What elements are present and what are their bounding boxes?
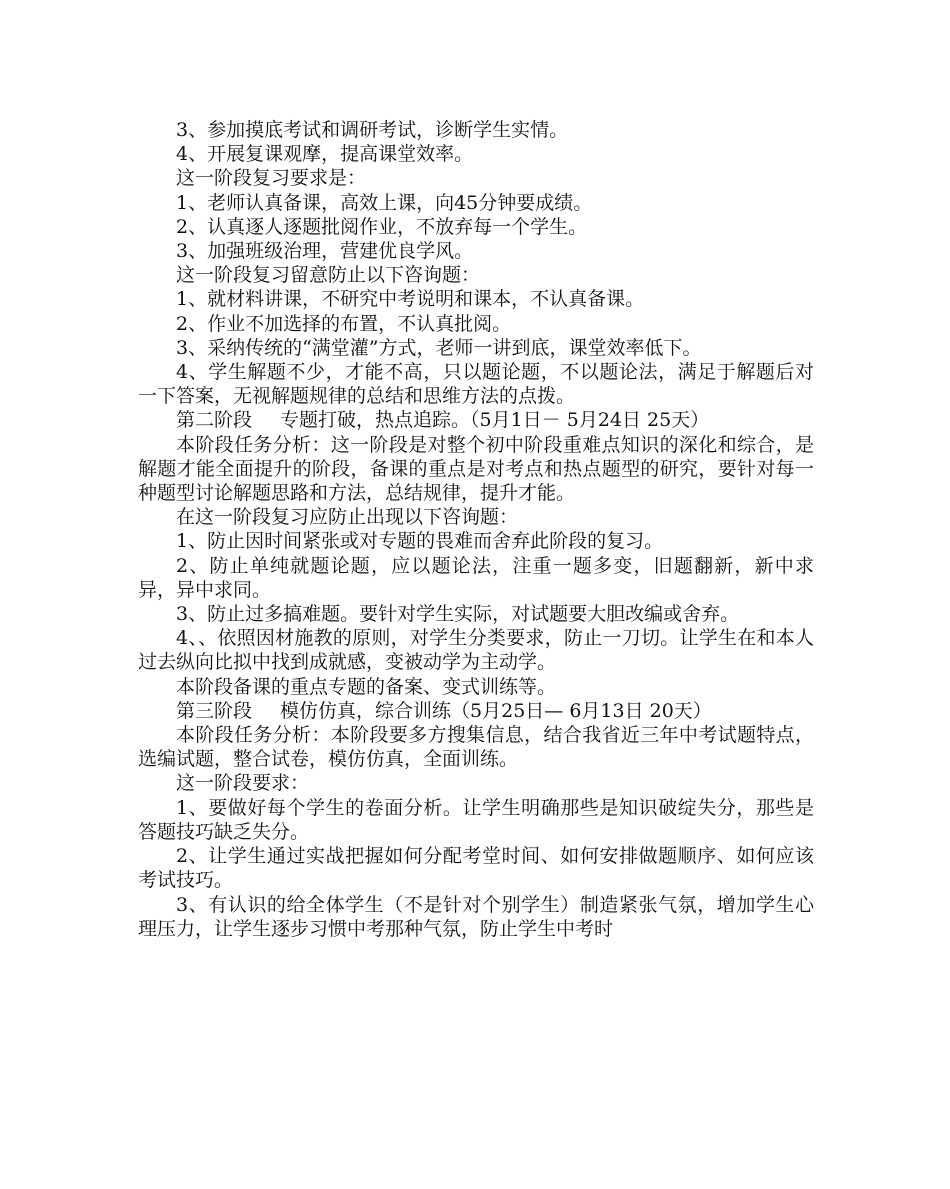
paragraph: 2、认真逐人逐题批阅作业，不放弃每一个学生。 <box>176 215 588 238</box>
paragraph: 本阶段备课的重点专题的备案、变式训练等。 <box>176 675 557 698</box>
phase-title: 专题打破，热点追踪。（5月1日－ 5月24日 25天） <box>280 409 710 432</box>
paragraph: 本阶段任务分析：本阶段要多方搜集信息，结合我省近三年中考试题特点，选编试题，整合试卷，模仿仿真，全面训练。 <box>138 724 814 771</box>
phase-title: 模仿仿真，综合训练（5月25日— 6月13日 20天） <box>280 699 712 722</box>
paragraph: 4、学生解题不少，才能不高，只以题论题，不以题论法，满足于解题后对一下答案，无视解题规律的总结和思维方法的点拨。 <box>138 361 814 408</box>
paragraph: 3、有认识的给全体学生（不是针对个别学生）制造紧张气氛，增加学生心理压力，让学生逐步习惯中考那种气氛，防止学生中考时 <box>138 893 814 940</box>
paragraph: 2、防止单纯就题论题，应以题论法，注重一题多变，旧题翻新，新中求异，异中求同。 <box>138 554 814 601</box>
phase-three-heading <box>138 699 814 723</box>
paragraph: 本阶段任务分析：这一阶段是对整个初中阶段重难点知识的深化和综合，是解题才能全面提升的阶段，备课的重点是对考点和热点题型的研究，要针对每一种题型讨论解题思路和方法，总结规律，提升才能。 <box>138 433 814 505</box>
document-page <box>138 118 814 941</box>
paragraph: 2、让学生通过实战把握如何分配考堂时间、如何安排做题顺序、如何应该考试技巧。 <box>138 845 814 892</box>
paragraph: 3、加强班级治理，营建优良学风。 <box>176 240 474 263</box>
paragraph: 3、防止过多搞难题。要针对学生实际，对试题要大胆改编或舍弃。 <box>176 603 740 626</box>
phase-name: 第二阶段 <box>176 409 253 432</box>
paragraph: 1、老师认真备课，高效上课，向45分钟要成绩。 <box>176 191 593 214</box>
paragraph: 4、、依照因材施教的原则，对学生分类要求，防止一刀切。让学生在和本人过去纵向比拟中找到成就感，变被动学为主动学。 <box>138 627 814 674</box>
phase-name: 第三阶段 <box>176 699 253 722</box>
paragraph: 4、开展复课观摩，提高课堂效率。 <box>176 143 474 166</box>
paragraph: 3、参加摸底考试和调研考试，诊断学生实情。 <box>176 119 569 141</box>
paragraph: 1、防止因时间紧张或对专题的畏难而舍弃此阶段的复习。 <box>176 530 664 553</box>
phase-two-heading <box>138 408 814 432</box>
paragraph: 2、作业不加选择的布置，不认真批阅。 <box>176 312 512 335</box>
paragraph: 3、采纳传统的“满堂灌”方式，老师一讲到底，课堂效率低下。 <box>176 336 702 359</box>
paragraph: 1、要做好每个学生的卷面分析。让学生明确那些是知识破绽失分，那些是答题技巧缺乏失分。 <box>138 796 814 843</box>
paragraph: 这一阶段要求： <box>176 772 310 795</box>
paragraph: 这一阶段复习留意防止以下咨询题： <box>176 264 481 287</box>
paragraph: 1、就材料讲课，不研究中考说明和课本，不认真备课。 <box>176 288 645 311</box>
paragraph: 在这一阶段复习应防止出现以下咨询题： <box>176 506 519 529</box>
paragraph: 这一阶段复习要求是： <box>176 167 367 190</box>
